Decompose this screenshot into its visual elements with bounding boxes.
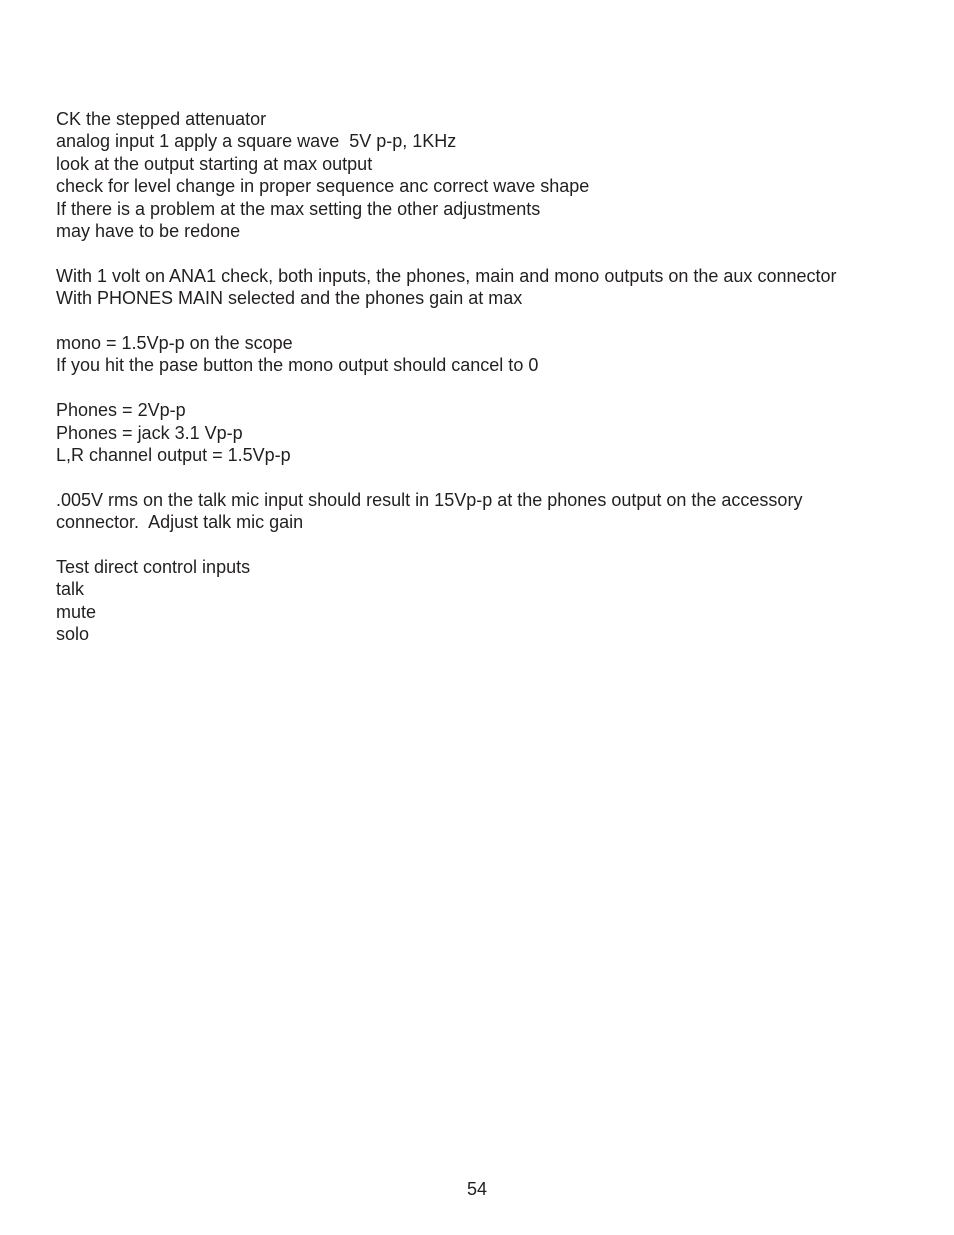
page-number: 54 bbox=[466, 1179, 488, 1199]
text-line: Test direct control inputs bbox=[56, 557, 251, 578]
paragraph-ana1-check bbox=[56, 265, 916, 310]
paragraph-spacer bbox=[56, 310, 916, 332]
text-line: check for level change in proper sequence anc correct wave shape bbox=[56, 176, 590, 197]
paragraph-mono-output bbox=[56, 332, 916, 377]
paragraph-attenuator-check bbox=[56, 108, 916, 242]
text-line: connector. Adjust talk mic gain bbox=[56, 512, 304, 533]
text-line: look at the output starting at max output bbox=[56, 153, 373, 174]
text-line: If you hit the pase button the mono output should cancel to 0 bbox=[56, 355, 539, 376]
text-line: If there is a problem at the max setting the other adjustments bbox=[56, 198, 541, 219]
text-line: With 1 volt on ANA1 check, both inputs, the phones, main and mono outputs on the aux connector bbox=[56, 265, 837, 286]
text-line: With PHONES MAIN selected and the phones gain at max bbox=[56, 288, 523, 309]
text-line: may have to be redone bbox=[56, 221, 241, 242]
paragraph-spacer bbox=[56, 242, 916, 264]
paragraph-spacer bbox=[56, 466, 916, 488]
text-line: mute bbox=[56, 601, 97, 622]
text-line: .005V rms on the talk mic input should result in 15Vp-p at the phones output on the accessory bbox=[56, 489, 803, 510]
paragraph-direct-control bbox=[56, 556, 916, 646]
text-line: solo bbox=[56, 624, 90, 645]
text-line: Phones = jack 3.1 Vp-p bbox=[56, 422, 243, 443]
text-line: talk bbox=[56, 579, 85, 600]
text-line: Phones = 2Vp-p bbox=[56, 400, 186, 421]
text-line: mono = 1.5Vp-p on the scope bbox=[56, 333, 293, 354]
paragraph-spacer bbox=[56, 534, 916, 556]
text-line: analog input 1 apply a square wave 5V p-p, 1KHz bbox=[56, 131, 457, 152]
paragraph-spacer bbox=[56, 377, 916, 399]
text-line: CK the stepped attenuator bbox=[56, 109, 267, 129]
document-body bbox=[56, 108, 916, 646]
paragraph-phones-levels bbox=[56, 399, 916, 466]
text-line: L,R channel output = 1.5Vp-p bbox=[56, 445, 291, 466]
paragraph-talk-mic bbox=[56, 489, 916, 534]
